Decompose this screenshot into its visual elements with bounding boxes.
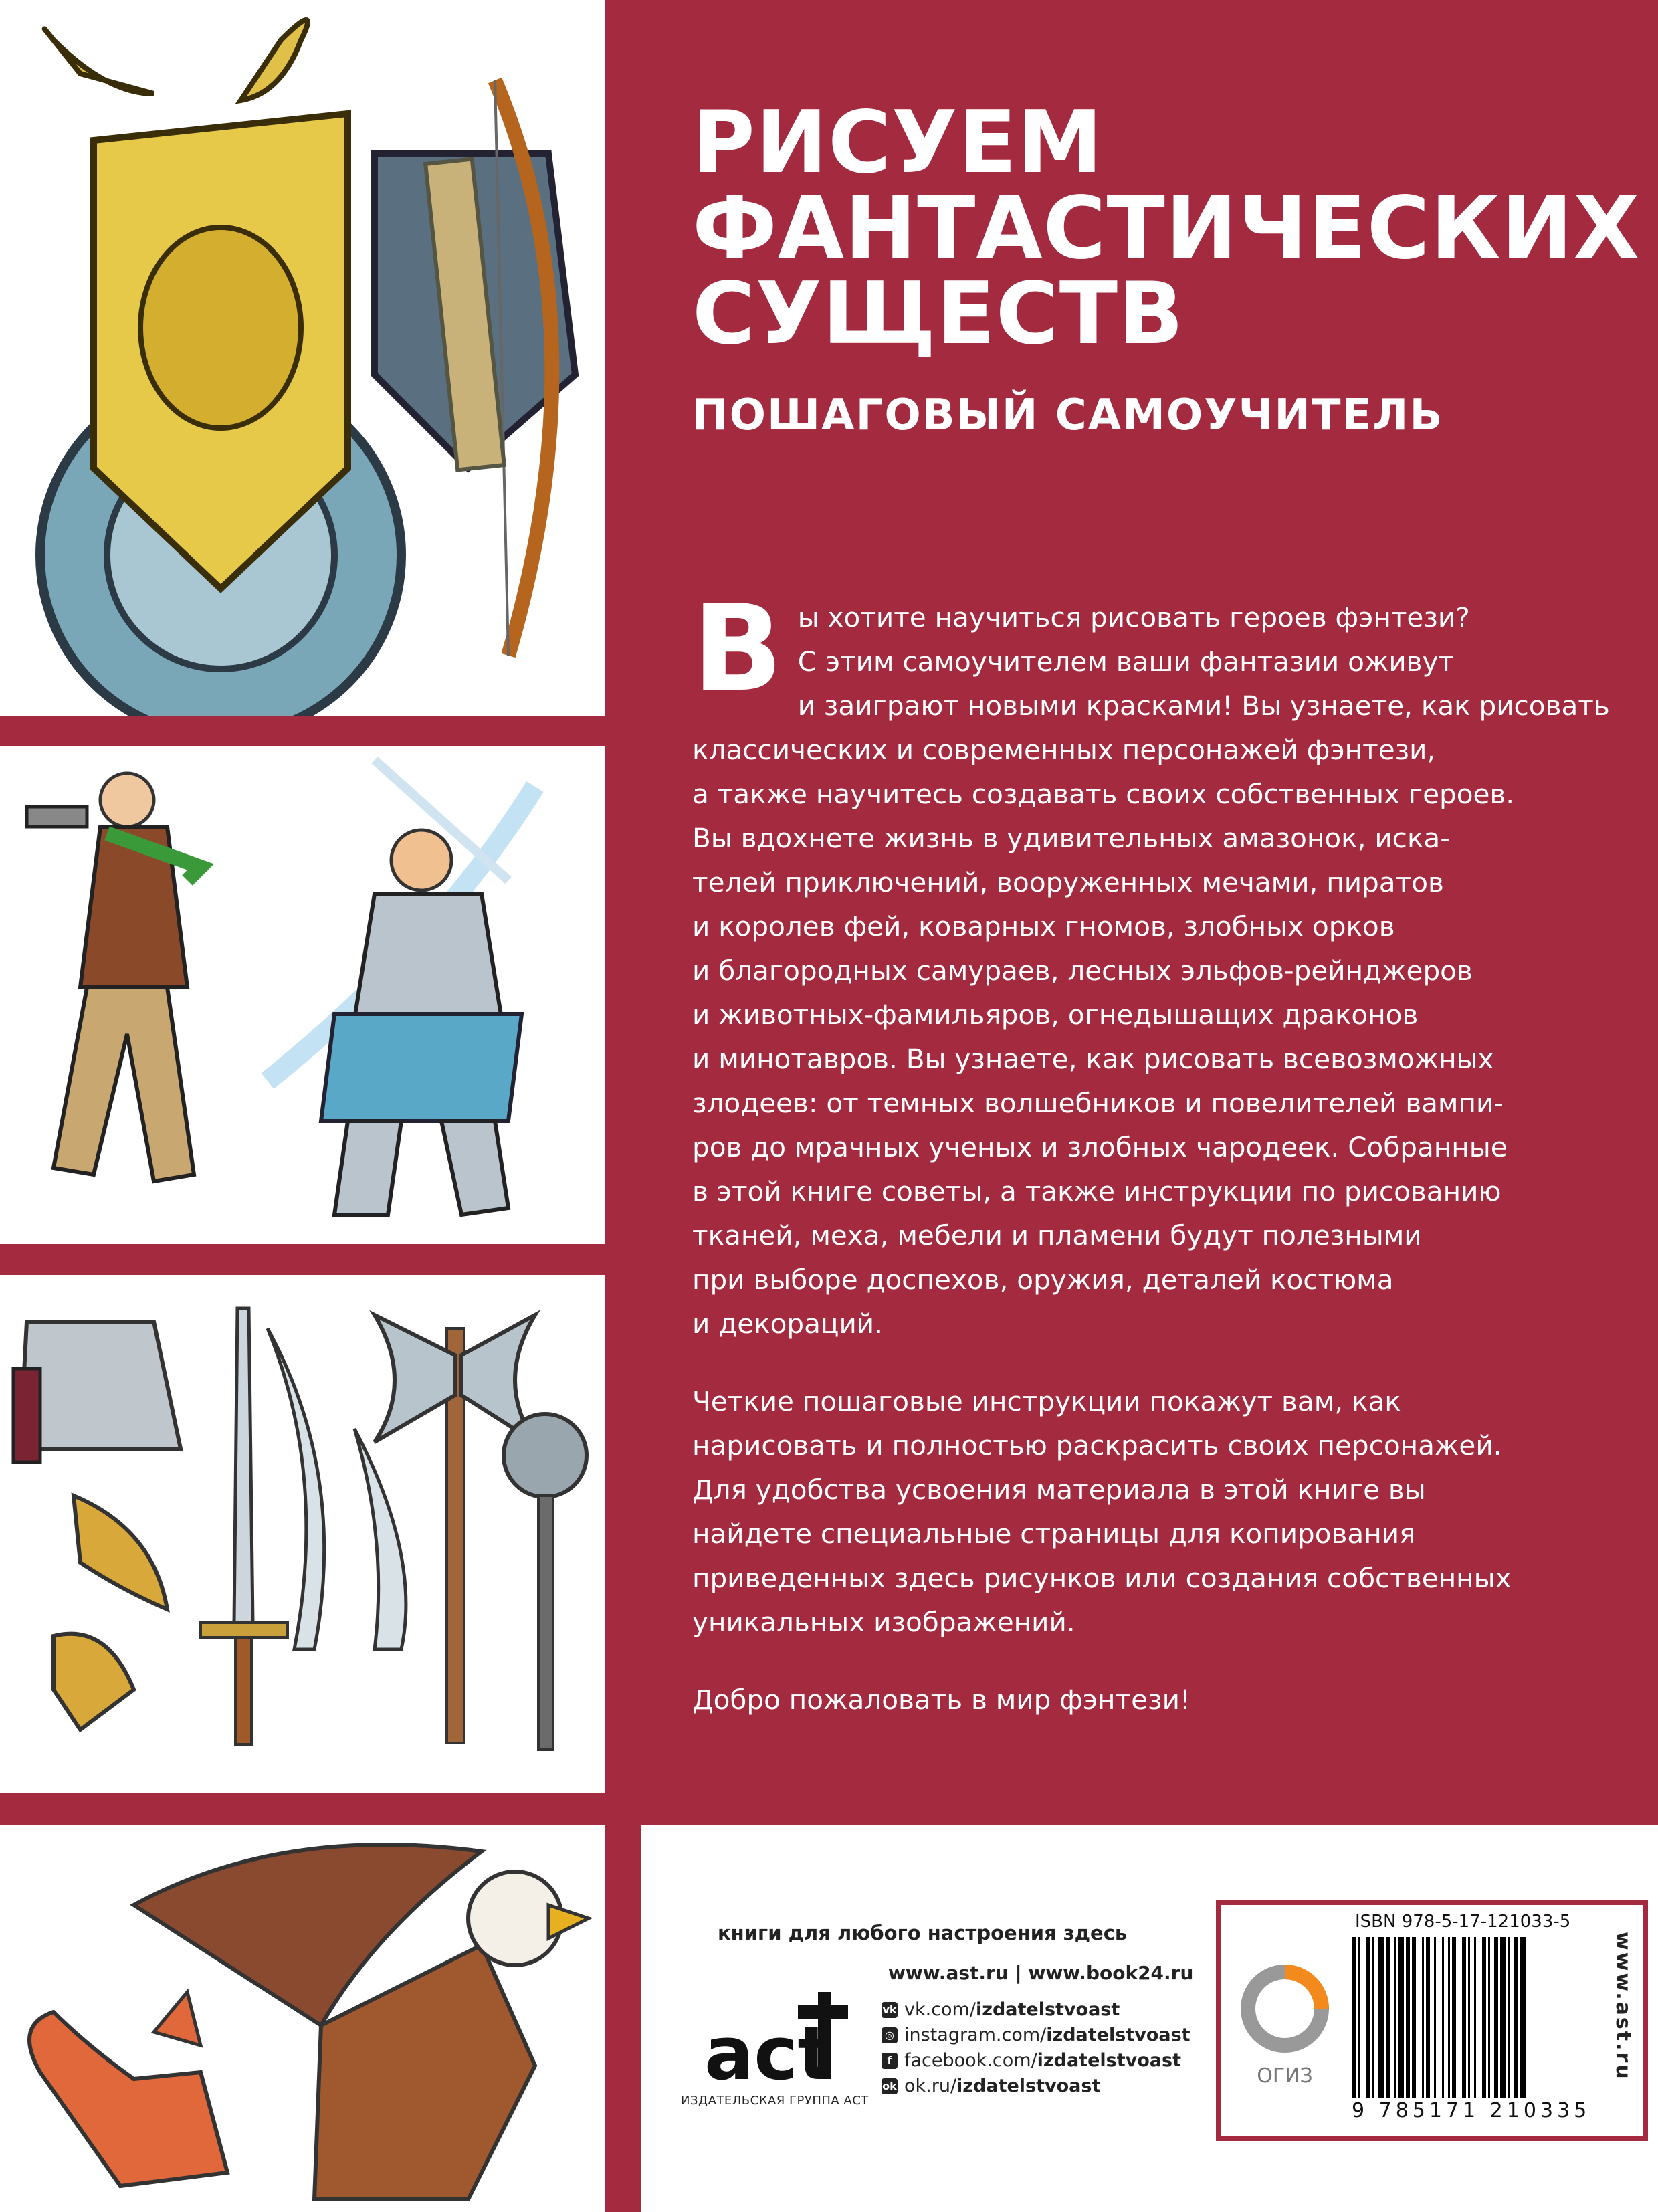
vertical-website: www.ast.ru bbox=[1611, 1932, 1635, 2081]
social-prefix: vk.com/ bbox=[904, 1999, 976, 2020]
barcode-bar bbox=[1378, 1937, 1384, 2098]
social-handle: izdatelstvoast bbox=[1037, 2050, 1181, 2071]
instagram-icon: ◎ bbox=[882, 2027, 898, 2043]
barcode-bar bbox=[1488, 1937, 1490, 2098]
barcode-bar bbox=[1352, 1937, 1356, 2098]
paragraph-line: найдете специальные страницы для копирования bbox=[692, 1518, 1416, 1550]
barcode-digits: 9 785171 210335 bbox=[1352, 2099, 1591, 2122]
paragraph-line: и заиграют новыми красками! Вы узнаете, как рисовать bbox=[797, 690, 1610, 722]
barcode-bar bbox=[1448, 1937, 1450, 2098]
barcode-bar bbox=[1412, 1937, 1416, 2098]
barcode-bar bbox=[1482, 1937, 1486, 2098]
description-paragraph-3 bbox=[692, 1678, 1615, 1722]
illustration-armor-shield bbox=[0, 0, 605, 716]
paragraph-line: Для удобства усвоения материала в этой книге вы bbox=[692, 1474, 1426, 1506]
barcode-bar bbox=[1366, 1937, 1370, 2098]
ast-logo bbox=[698, 1979, 851, 2112]
social-link-facebook[interactable] bbox=[882, 2048, 1190, 2074]
barcode-bar bbox=[1462, 1937, 1466, 2098]
book-description bbox=[692, 579, 1615, 1722]
illustration-creatures bbox=[0, 1825, 605, 2212]
barcode-bar bbox=[1452, 1937, 1456, 2098]
description-paragraph-2 bbox=[692, 1379, 1615, 1644]
title-line-3: СУЩЕСТВ bbox=[692, 264, 1184, 364]
ast-logo-text: act bbox=[704, 2011, 833, 2096]
vk-icon: vk bbox=[882, 2002, 898, 2018]
social-prefix: facebook.com/ bbox=[904, 2050, 1037, 2071]
barcode-bar bbox=[1514, 1937, 1518, 2098]
paragraph-line: злодеев: от темных волшебников и повелителей вампи- bbox=[692, 1087, 1504, 1119]
aviator-and-knight-illustration bbox=[0, 746, 605, 1244]
paragraph-line: тканей, меха, мебели и пламени будут полезными bbox=[692, 1219, 1422, 1251]
title-line-2: ФАНТАСТИЧЕСКИХ bbox=[692, 179, 1641, 278]
paragraph-line: и минотавров. Вы узнаете, как рисовать всевозможных bbox=[692, 1043, 1494, 1075]
paragraph-line: приведенных здесь рисунков или создания собственных bbox=[692, 1562, 1512, 1594]
social-prefix: instagram.com/ bbox=[904, 2025, 1047, 2045]
barcode-bar bbox=[1372, 1937, 1374, 2098]
description-paragraph-1 bbox=[692, 579, 1615, 1346]
ogiz-logo bbox=[1235, 1958, 1335, 2092]
barcode bbox=[1352, 1937, 1579, 2098]
paragraph-line: классических и современных персонажей фэнтези, bbox=[692, 734, 1436, 766]
title-line-1: РИСУЕМ bbox=[692, 93, 1104, 193]
barcode-bar bbox=[1394, 1937, 1396, 2098]
book-title bbox=[692, 93, 1641, 440]
barcode-bar bbox=[1398, 1937, 1404, 2098]
paragraph-line: а также научитесь создавать своих собственных героев. bbox=[692, 778, 1515, 810]
social-prefix: ok.ru/ bbox=[904, 2076, 957, 2096]
barcode-bar bbox=[1442, 1937, 1444, 2098]
paragraph-line: и декораций. bbox=[692, 1308, 883, 1340]
barcode-bar bbox=[1494, 1937, 1498, 2098]
publisher-block bbox=[641, 1825, 1658, 2212]
ast-group-caption: ИЗДАТЕЛЬСКАЯ ГРУППА АСТ bbox=[681, 2094, 869, 2108]
social-handle: izdatelstvoast bbox=[975, 1999, 1120, 2020]
paragraph-line: и королев фей, коварных гномов, злобных орков bbox=[692, 910, 1395, 942]
paragraph-line: уникальных изображений. bbox=[692, 1606, 1075, 1638]
paragraph-line: Вы вдохнете жизнь в удивительных амазонок, иска- bbox=[692, 822, 1450, 854]
paragraph-line: ров до мрачных ученых и злобных чародеек. Собранные bbox=[692, 1131, 1508, 1163]
barcode-bar bbox=[1474, 1937, 1476, 2098]
barcode-bar bbox=[1508, 1937, 1510, 2098]
barcode-bar bbox=[1500, 1937, 1506, 2098]
social-handle: izdatelstvoast bbox=[956, 2076, 1101, 2096]
paragraph-line: и животных-фамильяров, огнедышащих драконов bbox=[692, 999, 1419, 1031]
social-link-instagram[interactable] bbox=[882, 2023, 1190, 2048]
paragraph-line: Четкие пошаговые инструкции покажут вам, как bbox=[692, 1385, 1401, 1417]
fox-and-griffin-illustration bbox=[0, 1825, 605, 2212]
drop-cap: В bbox=[692, 579, 783, 718]
shield-helmet-bow-illustration bbox=[0, 0, 605, 716]
barcode-bar bbox=[1468, 1937, 1470, 2098]
barcode-bar bbox=[1520, 1937, 1526, 2098]
facebook-icon: f bbox=[882, 2053, 898, 2069]
ok-icon: ok bbox=[882, 2078, 898, 2094]
barcode-box bbox=[1216, 1900, 1648, 2141]
barcode-bar bbox=[1358, 1937, 1360, 2098]
book-subtitle: ПОШАГОВЫЙ САМОУЧИТЕЛЬ bbox=[692, 391, 1444, 440]
welcome-line: Добро пожаловать в мир фэнтези! bbox=[692, 1684, 1191, 1716]
paragraph-line: при выборе доспехов, оружия, деталей костюма bbox=[692, 1264, 1394, 1296]
barcode-bar bbox=[1426, 1937, 1430, 2098]
illustration-heroes bbox=[0, 746, 605, 1244]
social-link-ok[interactable] bbox=[882, 2074, 1190, 2099]
armor-and-weapons-illustration bbox=[0, 1275, 605, 1793]
illustration-weapons bbox=[0, 1275, 605, 1793]
publisher-tagline: книги для любого настроения здесь bbox=[718, 1922, 1128, 1944]
social-links bbox=[882, 1997, 1190, 2099]
paragraph-line: нарисовать и полностью раскрасить своих персонажей. bbox=[692, 1429, 1502, 1462]
isbn-number: ISBN 978-5-17-121033-5 bbox=[1355, 1912, 1571, 1932]
barcode-bar bbox=[1434, 1937, 1436, 2098]
paragraph-line: в этой книге советы, а также инструкции по рисованию bbox=[692, 1175, 1501, 1207]
paragraph-line: и благородных самураев, лесных эльфов-рейнджеров bbox=[692, 954, 1473, 987]
ogiz-logo-text: ОГИЗ bbox=[1257, 2064, 1313, 2088]
paragraph-line: С этим самоучителем ваши фантазии оживут bbox=[797, 645, 1455, 678]
social-handle: izdatelstvoast bbox=[1046, 2025, 1190, 2045]
barcode-bar bbox=[1386, 1937, 1390, 2098]
barcode-bar bbox=[1406, 1937, 1410, 2098]
paragraph-line: ы хотите научиться рисовать героев фэнтези? bbox=[797, 601, 1470, 633]
barcode-bar bbox=[1422, 1937, 1424, 2098]
paragraph-line: телей приключений, вооруженных мечами, пиратов bbox=[692, 866, 1444, 898]
social-link-vk[interactable] bbox=[882, 1997, 1190, 2023]
publisher-websites[interactable]: www.ast.ru | www.book24.ru bbox=[888, 1962, 1194, 1984]
